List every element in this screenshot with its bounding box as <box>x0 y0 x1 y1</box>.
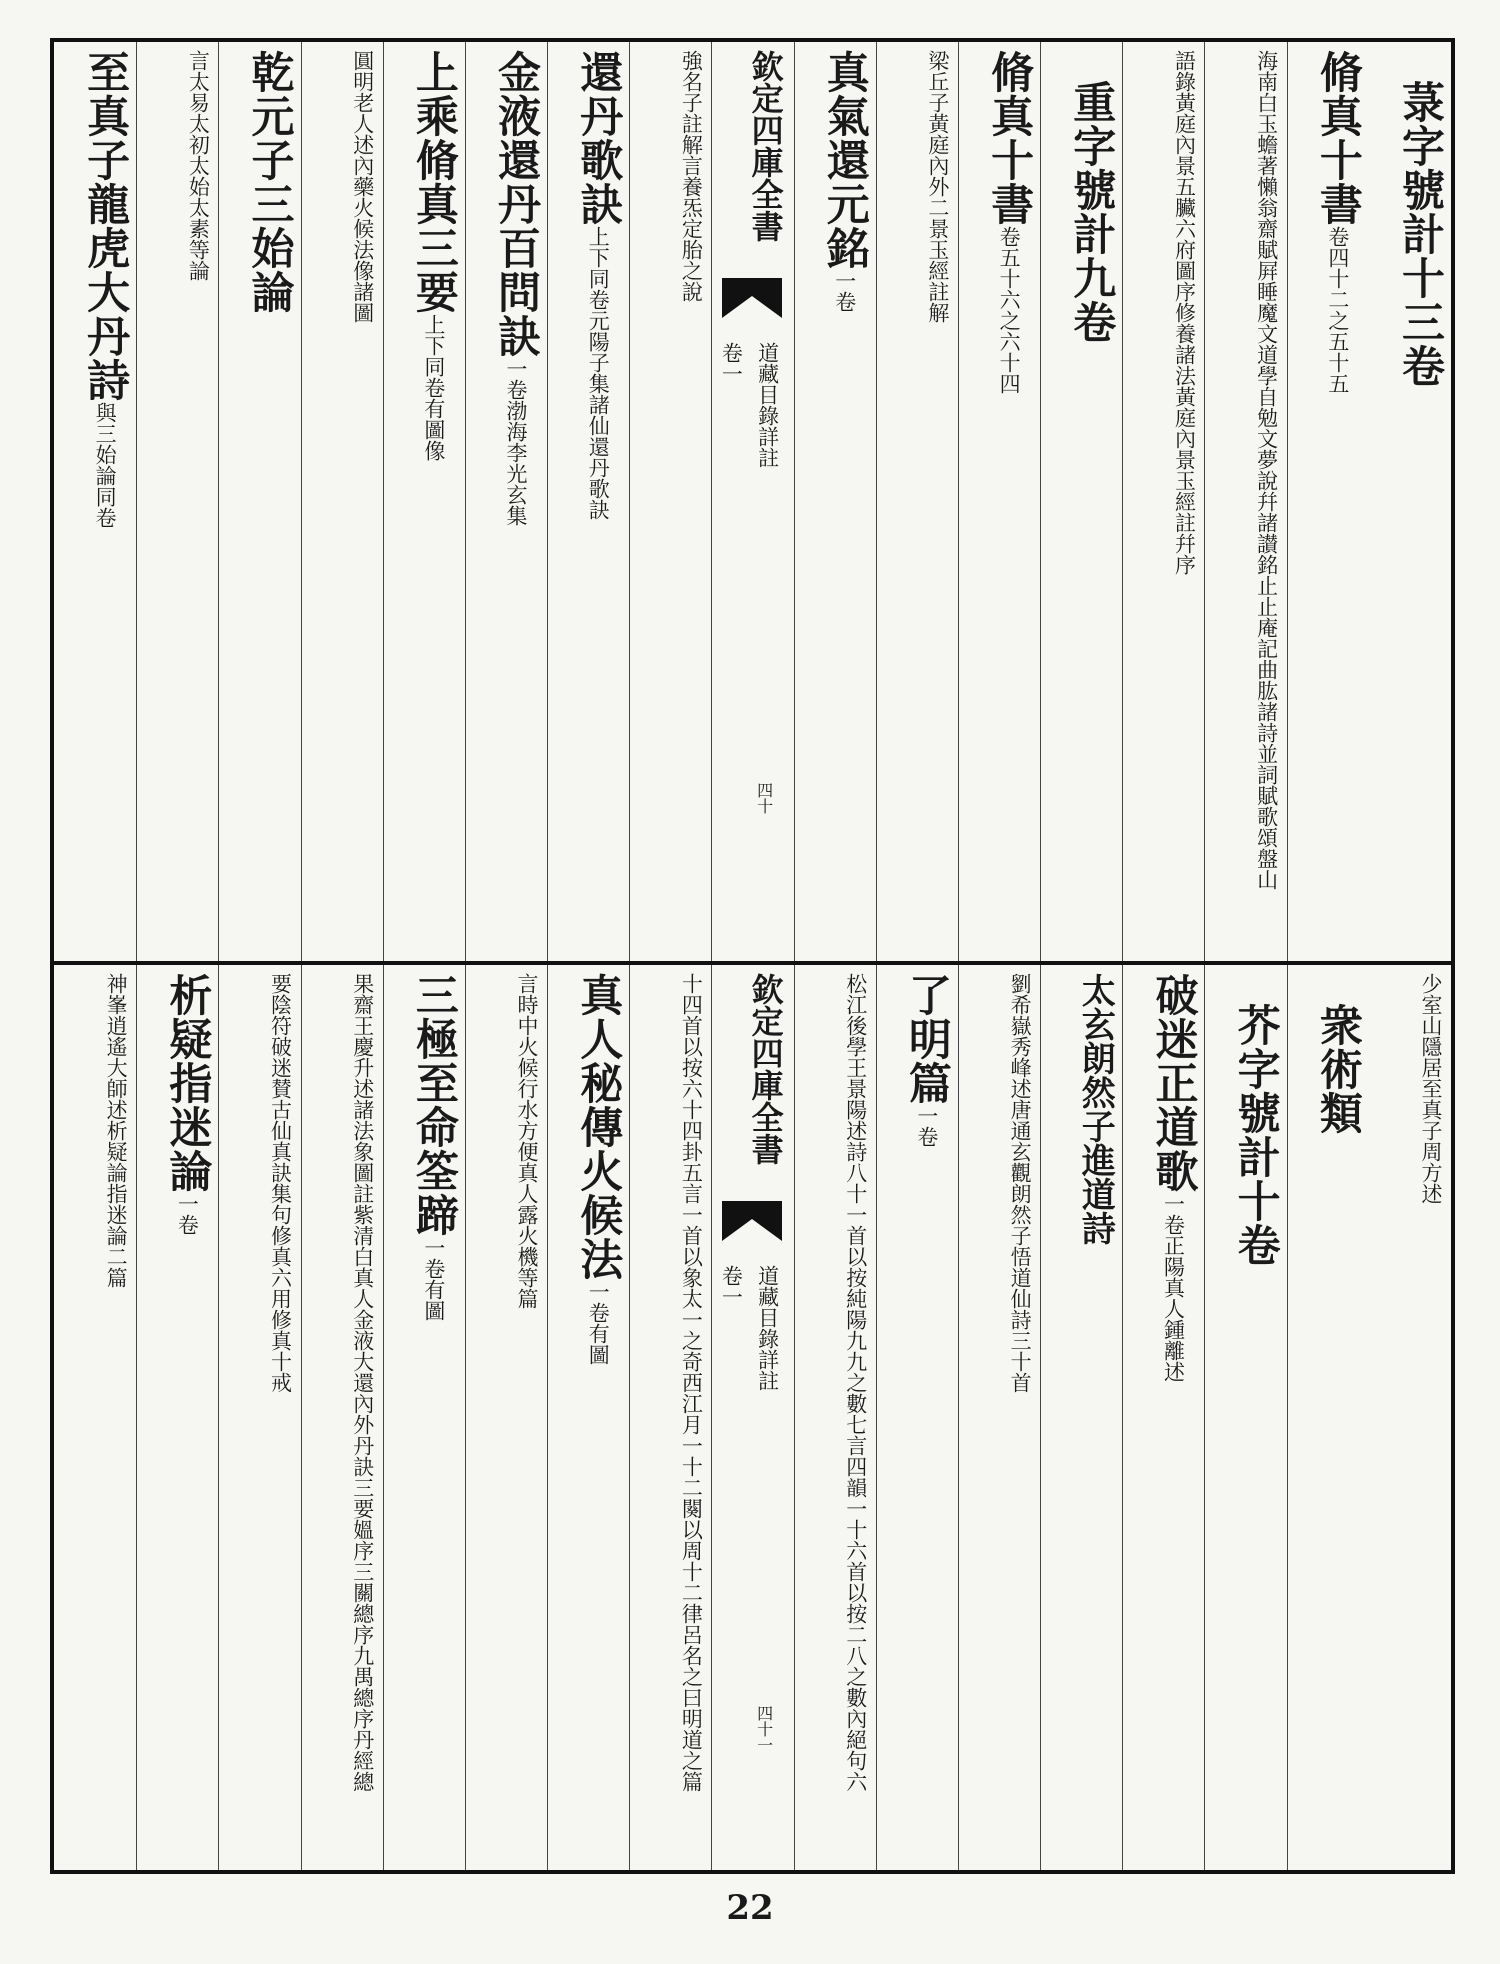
text-column <box>711 42 793 961</box>
text-column <box>465 42 547 961</box>
banner-leaf-number: 四十一 <box>754 1705 774 1753</box>
column-entry <box>633 50 704 930</box>
column-entry <box>1291 50 1363 930</box>
entry-title: 重字號計九卷 <box>1066 80 1117 344</box>
entry-note: 海南白玉蟾著懶翁齋賦屛睡魔文道學自勉文夢說幷諸讃銘止止庵記曲肱諸詩並詞賦歌頌盤山 <box>1254 50 1279 890</box>
text-column <box>794 42 876 961</box>
fish-tail-mark-icon <box>722 278 782 318</box>
text-column <box>465 965 547 1870</box>
column-entry <box>305 50 373 930</box>
column-entry <box>798 973 866 1853</box>
text-column <box>54 42 136 961</box>
banner-leaf-number: 四十 <box>754 782 774 814</box>
entry-title: 乾元子三始論 <box>244 50 295 314</box>
column-entry <box>633 973 704 1853</box>
column-entry <box>1291 973 1363 1853</box>
entry-title: 還丹歌訣 <box>573 50 624 226</box>
entry-note: 一卷有圖 <box>586 1281 611 1365</box>
column-entry <box>1044 50 1117 930</box>
entry-note: 上下同卷元陽子集諸仙還丹歌訣 <box>586 226 611 520</box>
entry-note: 卷五十六之六十四 <box>997 226 1022 394</box>
column-entry <box>962 973 1033 1853</box>
banner-side-title: 道藏目錄詳註 <box>755 1265 780 1391</box>
text-column <box>958 965 1040 1870</box>
column-entry <box>1126 50 1197 930</box>
banner-volume: 卷一 <box>719 342 744 384</box>
banner-title: 欽定四庫全書 <box>746 973 785 1165</box>
entry-note: 果齋王慶升述諸法象圖註紫清白真人金液大還內外丹訣三要媼序三關總序九禺總序丹經總 <box>350 973 375 1792</box>
entry-title: 金液還丹百問訣 <box>491 50 542 358</box>
column-entry <box>387 50 459 930</box>
text-column <box>1122 965 1204 1870</box>
column-entry <box>798 50 870 930</box>
entry-title: 真氣還元銘 <box>819 50 870 270</box>
entry-title: 衆術類 <box>1312 1003 1363 1135</box>
entry-title: 了明篇 <box>901 973 952 1105</box>
column-entry <box>222 50 295 930</box>
entry-title: 真人秘傳火候法 <box>573 973 624 1281</box>
text-column <box>547 965 629 1870</box>
text-column <box>876 965 958 1870</box>
entry-note: 上下同卷有圖像 <box>421 314 446 461</box>
column-entry <box>1208 973 1281 1853</box>
entry-note: 松江後學王景陽述詩八十一首以按純陽九九之數七言四韻一十六首以按二八之數內絕句六 <box>843 973 868 1792</box>
entry-note: 十四首以按六十四卦五言一首以象太一之奇西江月一十二闋以周十二律呂名之曰明道之篇 <box>679 973 704 1792</box>
entry-title: 脩真十書 <box>984 50 1035 226</box>
entry-note: 語錄黃庭內景五臟六府圖序修養諸法黃庭內景玉經註幷序 <box>1172 50 1197 575</box>
entry-note: 一卷渤海李光玄集 <box>504 358 529 526</box>
text-column <box>383 42 465 961</box>
text-column <box>958 42 1040 961</box>
column-entry <box>880 973 952 1853</box>
text-column <box>1040 965 1122 1870</box>
entry-title: 上乘脩真三要 <box>408 50 459 314</box>
text-column <box>54 965 136 1870</box>
column-entry <box>140 973 213 1853</box>
column-entry <box>58 973 129 1853</box>
column-entry <box>1044 973 1116 1853</box>
entry-title: 脩真十書 <box>1312 50 1363 226</box>
entry-title: 破迷正道歌 <box>1148 973 1199 1193</box>
page-frame <box>50 38 1455 1874</box>
text-column <box>1369 965 1451 1870</box>
entry-title: 太玄朗然子進道詩 <box>1075 973 1116 1245</box>
column-entry <box>140 50 211 930</box>
text-column <box>218 965 300 1870</box>
entry-note: 圓明老人述內藥火候法像諸圖 <box>350 50 375 323</box>
text-column <box>876 42 958 961</box>
text-column <box>629 965 711 1870</box>
column-entry <box>58 50 131 930</box>
text-column <box>711 965 793 1870</box>
text-column <box>1122 42 1204 961</box>
column-entry <box>880 50 948 930</box>
banner-title: 欽定四庫全書 <box>746 50 785 242</box>
top-half <box>54 42 1451 961</box>
entry-note: 神峯逍遙大師述析疑論指迷論二篇 <box>104 973 129 1288</box>
column-entry <box>1208 50 1279 930</box>
entry-note: 卷四十二之五十五 <box>1325 226 1350 394</box>
column-entry <box>305 973 373 1853</box>
text-column <box>547 42 629 961</box>
column-entry <box>1373 50 1445 930</box>
banner-volume: 卷一 <box>719 1265 744 1307</box>
text-column <box>794 965 876 1870</box>
bottom-half <box>54 965 1451 1870</box>
banner-side-title: 道藏目錄詳註 <box>755 342 780 468</box>
entry-note: 一卷正陽真人鍾離述 <box>1161 1193 1186 1382</box>
text-column <box>1287 42 1369 961</box>
entry-note: 少室山隱居至真子周方述 <box>1418 973 1443 1204</box>
column-entry <box>387 973 459 1853</box>
column-entry <box>469 50 542 930</box>
column-entry <box>222 973 293 1853</box>
column-entry <box>1373 973 1441 1853</box>
entry-title: 芥字號計十卷 <box>1230 1003 1281 1267</box>
entry-title: 至真子龍虎大丹詩 <box>80 50 131 402</box>
entry-note: 要陰符破迷賛古仙真訣集句修真六用修真十戒 <box>268 973 293 1393</box>
entry-note: 與三始論同卷 <box>93 402 118 528</box>
column-entry <box>1126 973 1199 1853</box>
entry-note: 一卷 <box>914 1105 939 1147</box>
entry-note: 言時中火候行水方便真人露火機等篇 <box>515 973 540 1309</box>
entry-title: 析疑指迷論 <box>162 973 213 1193</box>
column-entry <box>551 973 624 1853</box>
text-column <box>1369 42 1451 961</box>
entry-note: 劉希嶽秀峰述唐通玄觀朗然子悟道仙詩三十首 <box>1008 973 1033 1393</box>
column-entry <box>962 50 1035 930</box>
text-column <box>136 42 218 961</box>
page-number: 22 <box>726 1888 774 1928</box>
entry-note: 言太易太初太始太素等論 <box>186 50 211 281</box>
entry-note: 梁丘子黃庭內外二景玉經註解 <box>925 50 950 323</box>
text-column <box>136 965 218 1870</box>
column-entry <box>551 50 624 930</box>
fish-tail-mark-icon <box>722 1201 782 1241</box>
entry-note: 一卷 <box>832 270 857 312</box>
text-column <box>218 42 300 961</box>
entry-title: 菉字號計十三卷 <box>1394 80 1445 388</box>
text-column <box>301 42 383 961</box>
column-entry <box>469 973 540 1853</box>
entry-title: 三極至命筌蹄 <box>408 973 459 1237</box>
text-column <box>1287 965 1369 1870</box>
text-column <box>1204 965 1286 1870</box>
entry-note: 一卷 <box>175 1193 200 1235</box>
entry-note: 一卷有圖 <box>421 1237 446 1321</box>
text-column <box>301 965 383 1870</box>
text-column <box>383 965 465 1870</box>
entry-note: 強名子註解言養炁定胎之說 <box>679 50 704 302</box>
text-column <box>1204 42 1286 961</box>
text-column <box>629 42 711 961</box>
text-column <box>1040 42 1122 961</box>
